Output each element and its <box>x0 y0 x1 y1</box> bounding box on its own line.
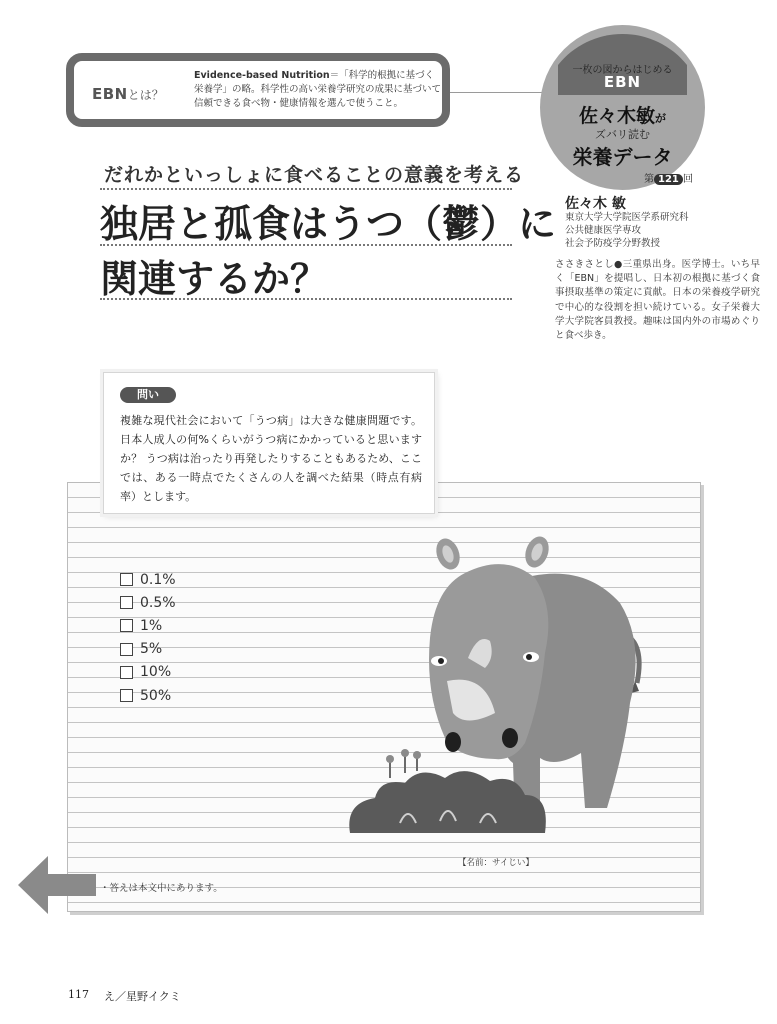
option-label: 50% <box>140 687 172 704</box>
series-number-value: 121 <box>654 174 683 185</box>
series-number <box>644 170 693 185</box>
checkbox-icon[interactable] <box>120 596 133 609</box>
series-number-suffix: 回 <box>682 174 693 185</box>
series-subtitle: 一枚の図からはじめる <box>572 65 673 76</box>
series-badge <box>540 25 705 190</box>
kicker: だれかといっしょに食べることの意義を考える <box>104 164 525 186</box>
illustration-caption: 【名前：サイじい】 <box>458 858 534 868</box>
question-text: 複雑な現代社会において「うつ病」は大きな健康問題です。日本人成人の何%くらいがうつ病にかかっていると思いますか？ うつ病は治ったり再発したりすることもあるため、ここでは、ある一時点でたくさんの人を調べた結果（時点有病率）とします。 <box>120 414 422 503</box>
answer-option[interactable] <box>120 684 176 707</box>
author-name: 佐々木 敏 <box>565 196 626 212</box>
question-card <box>103 372 435 514</box>
ebn-definition-body: ＝「科学的根拠に基づく栄養学」の略。科学性の高い栄養学研究の成果に基づいて信頼できる食べ物・健康情報を選んで使うこと。 <box>194 70 442 109</box>
ebn-label-prefix: EBN <box>92 85 128 103</box>
series-reads: ズバリ読む <box>595 128 650 141</box>
dotted-rule <box>100 188 512 190</box>
author-bio: ささきさとし●三重県出身。医学博士。いち早く「EBN」を提唱し、日本初の根拠に基づく食事摂取基準の策定に貢献。日本の栄養疫学研究で中心的な役割を担い続けている。女子栄養大学大学院客員教授。趣味は国内外の市場めぐりと食べ歩き。 <box>555 259 760 342</box>
option-label: 0.5% <box>140 594 176 611</box>
left-arrow-icon[interactable] <box>18 856 96 914</box>
series-number-prefix: 第 <box>644 174 654 185</box>
checkbox-icon[interactable] <box>120 689 133 702</box>
ebn-label-suffix: とは？ <box>127 88 164 102</box>
checkbox-icon[interactable] <box>120 643 133 656</box>
answer-option[interactable] <box>120 568 176 591</box>
series-name: 栄養データ <box>572 145 673 169</box>
question-tag: 問い <box>120 387 176 403</box>
checkbox-icon[interactable] <box>120 573 133 586</box>
option-label: 10% <box>140 664 172 681</box>
ebn-label <box>92 85 164 103</box>
affiliation-line: 社会予防疫学分野教授 <box>565 238 661 249</box>
affiliation-line: 東京大学大学院医学系研究科 <box>565 212 689 223</box>
answer-option[interactable] <box>120 661 176 684</box>
rhino-illustration <box>345 533 655 843</box>
checkbox-icon[interactable] <box>120 666 133 679</box>
answer-options <box>120 568 176 707</box>
affiliation-line: 公共健康医学専攻 <box>565 225 642 236</box>
series-author <box>540 101 705 128</box>
answer-option[interactable] <box>120 614 176 637</box>
illustrator-credit: え／星野イクミ <box>104 990 181 1003</box>
series-author-suffix: が <box>655 112 666 125</box>
dotted-rule <box>100 244 512 246</box>
page-number: 117 <box>68 988 89 1001</box>
ebn-definition <box>194 69 442 111</box>
answer-option[interactable] <box>120 638 176 661</box>
option-label: 0.1% <box>140 571 176 588</box>
answer-note: ・答えは本文中にあります。 <box>100 883 223 894</box>
page-title-line1: 独居と孤食はうつ（鬱）に <box>100 201 557 246</box>
author-affiliation <box>565 211 755 250</box>
ebn-definition-box <box>66 53 450 127</box>
answer-option[interactable] <box>120 591 176 614</box>
series-author-name: 佐々木敏 <box>578 105 655 127</box>
option-label: 1% <box>140 617 163 634</box>
option-label: 5% <box>140 641 163 658</box>
series-ebn: EBN <box>603 73 642 91</box>
ebn-definition-lead: Evidence-based Nutrition <box>194 70 330 81</box>
checkbox-icon[interactable] <box>120 619 133 632</box>
page-title-line2: 関連するか？ <box>100 256 329 301</box>
dotted-rule <box>100 298 512 300</box>
